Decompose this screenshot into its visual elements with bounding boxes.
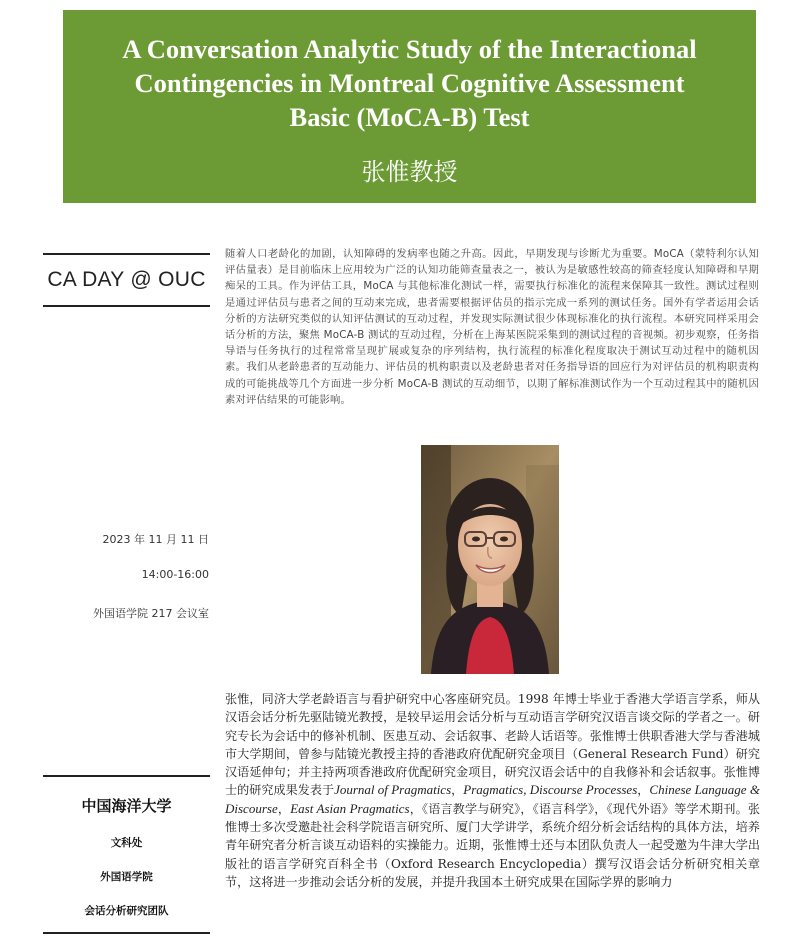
- divider-bottom: [43, 932, 210, 934]
- speaker-bio: [225, 690, 760, 891]
- speaker-photo: [421, 445, 559, 674]
- talk-title-line: A Conversation Analytic Study of the Interactional: [122, 34, 697, 64]
- bio-separator: ，: [637, 783, 650, 798]
- event-time: 14:00-16:00: [141, 568, 209, 581]
- bio-separator: ，: [277, 801, 291, 816]
- talk-title-line: Contingencies in Montreal Cognitive Assessment: [134, 68, 685, 98]
- bio-text: ，《语言教学与研究》，《语言科学》，《现代外语》等学术期刊。张惟博士多次受邀赴社会科学院语言研究所、厦门大学讲学，系统介绍分析会话结构的具体方法，培养青年研究者分析言谈互动语料的实操能力。近期，张惟博士还与本团队负责人一起受邀为牛津大学出版社的语言学研究百科全书（Oxford Research Encyclopedia）撰写汉语会话分析研究相关章节，这将进一步推动会话分析的发展，并提升我国本土研究成果在国际学界的影响力: [225, 801, 760, 889]
- organizer-university: 中国海洋大学: [81, 797, 172, 815]
- abstract-text: 随着人口老龄化的加剧，认知障碍的发病率也随之升高。因此，早期发现与诊断尤为重要。MoCA（蒙特利尔认知评估量表）是目前临床上应用较为广泛的认知功能筛查量表之一，被认为是敏感性较高的筛查轻度认知障碍和早期痴呆的工具。作为评估工具，MoCA 与其他标准化测试一样，需要执行标准化的流程来保障其一致性。测试过程则是通过评估员与患者之间的互动来完成，患者需要根据评估员的指示完成一系列的测试任务。国外有学者运用会话分析的方法研究类似的认知评估测试的互动过程，并发现实际测试很少体现标准化的执行流程。本研究同样采用会话分析的方法，聚焦 MoCA-B 测试的互动过程，分析在上海某医院采集到的测试过程的音视频。初步观察，任务指导语与任务执行的过程常常呈现扩展或复杂的序列结构，执行流程的标准化程度取决于测试互动过程中的随机因素。我们从老龄患者的互动能力、评估员的机构职责以及老龄患者对任务指导语的回应行为对评估员的机构职责构成的可能挑战等几个方面进一步分析 MoCA-B 测试的互动细节，以期了解标准测试作为一个互动过程其中的随机因素对评估结果的可能影响。: [225, 248, 759, 406]
- event-venue: 外国语学院 217 会议室: [93, 607, 209, 620]
- title-banner: [63, 10, 756, 203]
- organizer-unit: 外国语学院: [100, 871, 153, 883]
- organizer-unit: 文科处: [110, 837, 143, 849]
- journal-name: Chinese Language & Discourse: [225, 782, 760, 816]
- talk-title-line: Basic (MoCA-B) Test: [289, 102, 530, 132]
- journal-name: East Asian Pragmatics: [290, 800, 410, 816]
- divider-series: [43, 305, 210, 307]
- journal-name: Pragmatics, Discourse Processes: [463, 782, 638, 798]
- divider-organizers: [43, 775, 210, 777]
- journal-name: Journal of Pragmatics: [334, 782, 452, 798]
- series-label: CA DAY @ OUC: [47, 268, 206, 291]
- talk-title: [93, 32, 726, 134]
- divider-top: [43, 253, 210, 255]
- bio-text: 张惟，同济大学老龄语言与看护研究中心客座研究员。1998 年博士毕业于香港大学语言学系，师从汉语会话分析先驱陆镜光教授，是较早运用会话分析与互动语言学研究汉语言谈交际的学者之一。研究专长为会话中的修补机制、医患互动、会话叙事、老龄人话语等。张惟博士供职香港大学与香港城市大学期间，曾参与陆镜光教授主持的香港政府优配研究金项目（General Research Fund）研究汉语延伸句；并主持两项香港政府优配研究金项目，研究汉语会话中的自我修补和会话叙事。张惟博士的研究成果发表于: [225, 692, 760, 798]
- bio-separator: ，: [451, 783, 464, 798]
- speaker-name: 张惟教授: [361, 158, 458, 186]
- organizer-unit: 会话分析研究团队: [84, 905, 169, 917]
- event-date: 2023 年 11 月 11 日: [102, 533, 209, 546]
